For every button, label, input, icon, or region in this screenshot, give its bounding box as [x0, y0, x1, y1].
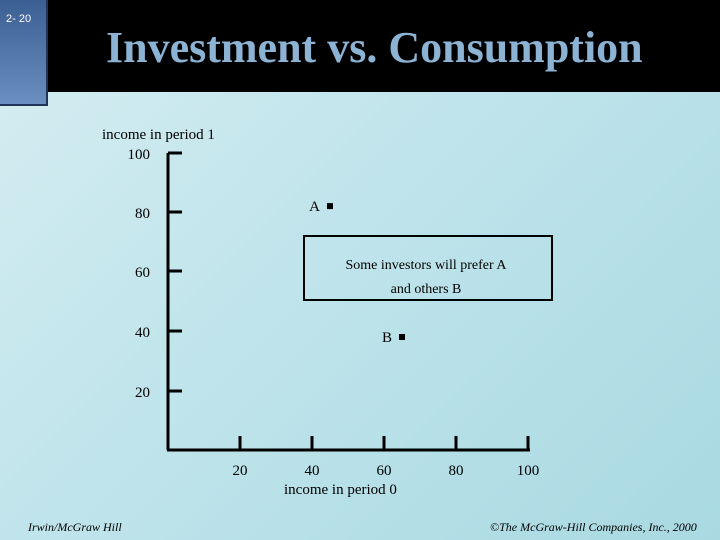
point-marker-a — [327, 203, 333, 209]
slide-title: Investment vs. Consumption — [106, 23, 643, 72]
footer-publisher: Irwin/McGraw Hill — [28, 520, 122, 534]
annotation-line-2: and others B — [390, 282, 462, 297]
y-tick-label: 100 — [127, 147, 150, 163]
point-label-b: B — [381, 330, 392, 346]
y-tick-label: 60 — [135, 265, 150, 281]
x-tick-label: 100 — [516, 463, 540, 479]
y-tick-label: 40 — [135, 325, 150, 341]
x-tick-label: 60 — [376, 463, 392, 479]
y-axis-label: income in period 1 — [102, 127, 215, 143]
slide-number: 2- 20 — [6, 13, 32, 25]
point-label-a: A — [309, 199, 320, 216]
y-ticks — [128, 147, 183, 401]
point-marker-b — [399, 334, 405, 340]
y-tick-label: 80 — [135, 206, 150, 222]
y-tick-label: 20 — [135, 385, 150, 401]
x-axis-label: income in period 0 — [284, 482, 397, 498]
x-tick-label: 20 — [232, 463, 248, 479]
annotation-line-1: Some investors will prefer A — [345, 258, 507, 273]
x-tick-label: 80 — [448, 463, 464, 479]
x-ticks — [233, 436, 540, 479]
x-tick-label: 40 — [304, 463, 320, 479]
footer-copyright: ©The McGraw-Hill Companies, Inc., 2000 — [490, 520, 697, 534]
